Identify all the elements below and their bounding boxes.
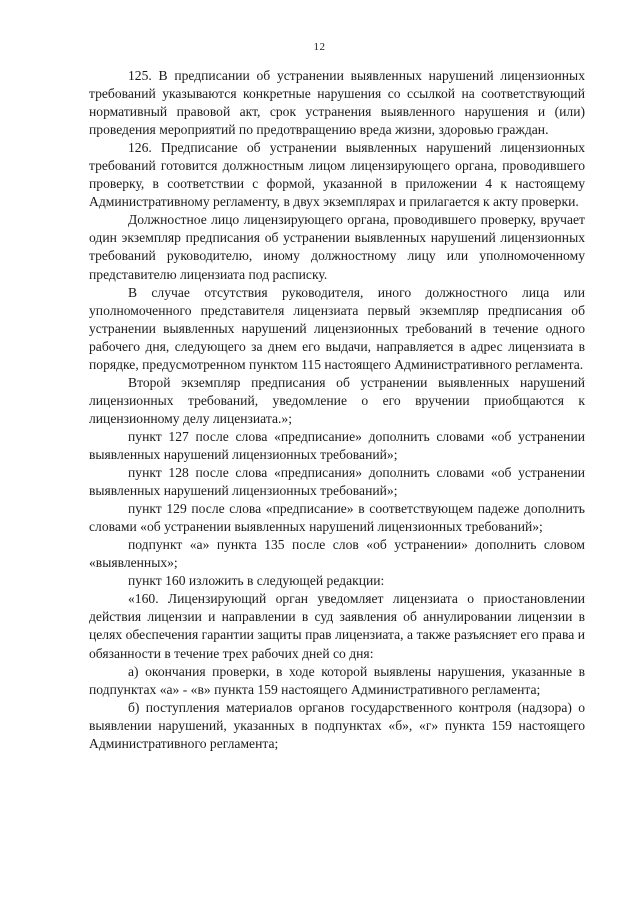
paragraph-second-copy: Второй экземпляр предписания об устранении выявленных нарушений лицензионных требований, уведомление о его вручении приобщаются к лицензионному делу лицензиата.»; (89, 374, 585, 426)
amendment-item-160: пункт 160 изложить в следующей редакции: (128, 573, 385, 589)
subitem-b: б) поступления материалов органов государственного контроля (надзора) о выявлении нарушений, указанных в подпунктах «б», «г» пункта 159 настоящего Административного регламента; (89, 699, 585, 751)
amendment-item-127: пункт 127 после слова «предписание» дополнить словами «об устранении выявленных нарушений лицензионных требований»; (89, 428, 585, 462)
subitem-a: а) окончания проверки, в ходе которой выявлены нарушения, указанные в подпунктах «а» - «в» пункта 159 настоящего Административного регламента; (89, 663, 585, 697)
paragraph-absence: В случае отсутствия руководителя, иного должностного лица или уполномоченного представителя лицензиата первый экземпляр предписания об устранении выявленных нарушений лицензионных требований в течение одного рабочего дня, следующего за днем его выдачи, направляется в адрес лицензиата в порядке, предусмотренном пунктом 115 настоящего Административного регламента. (89, 284, 585, 372)
paragraph-160: «160. Лицензирующий орган уведомляет лицензиата о приостановлении действия лицензии и направлении в суд заявления об аннулировании лицензии в целях обеспечения гарантии защиты прав лицензиата, а также разъясняет его права и обязанности в течение трех рабочих дней со дня: (89, 591, 585, 661)
document-body (89, 67, 585, 753)
page-number: 12 (313, 41, 326, 53)
paragraph-delivery: Должностное лицо лицензирующего органа, проводившего проверку, вручает один экземпляр предписания об устранении выявленных нарушений лицензионных требований руководителю, иному должностному лицу или уполномоченному представителю лицензиата под расписку. (89, 212, 585, 282)
amendment-item-129: пункт 129 после слова «предписание» в соответствующем падеже дополнить словами «об устранении выявленных нарушений лицензионных требований»; (89, 501, 585, 535)
paragraph-125: 125. В предписании об устранении выявленных нарушений лицензионных требований указываются конкретные нарушения со ссылкой на соответствующий нормативный правовой акт, срок устранения выявленного нарушения и (или) проведения мероприятий по предотвращению вреда жизни, здоровью граждан. (89, 68, 585, 138)
amendment-item-135: подпункт «а» пункта 135 после слов «об устранении» дополнить словом «выявленных»; (89, 537, 585, 571)
paragraph-126: 126. Предписание об устранении выявленных нарушений лицензионных требований готовится должностным лицом лицензирующего органа, проводившего проверку, в соответствии с формой, указанной в приложении 4 к настоящему Административному регламенту, в двух экземплярах и прилагается к акту проверки. (89, 140, 585, 210)
amendment-item-128: пункт 128 после слова «предписания» дополнить словами «об устранении выявленных нарушений лицензионных требований»; (89, 465, 585, 499)
